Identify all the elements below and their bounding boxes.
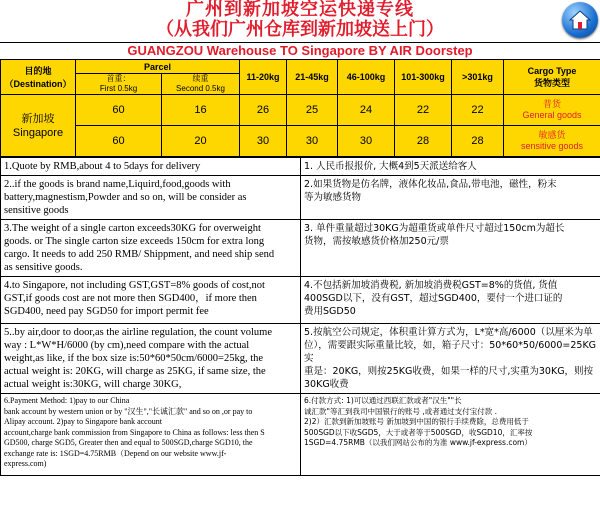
price-cell: 28 xyxy=(452,126,504,157)
note-en xyxy=(1,158,301,176)
first-weight-header xyxy=(76,74,162,95)
page-title: 广州到新加坡空运快递专线 xyxy=(186,0,414,20)
note-line: 2)2）汇款到新加坡账号 新加坡到中国的银行手续费除，总费用低于 xyxy=(304,417,529,426)
rate-table xyxy=(0,59,600,157)
destination-cell xyxy=(1,95,76,157)
cargo-type-general xyxy=(504,95,600,126)
price-cell: 22 xyxy=(395,95,452,126)
note-line: 货物，需按敏感货价格加250元/票 xyxy=(304,236,449,247)
note-zh xyxy=(301,394,600,476)
note-row xyxy=(1,394,600,476)
note-line: cargo. It needs to add 250 RMB/ Shippment, and need ship send xyxy=(4,249,275,260)
range-header-1: 21-45kg xyxy=(287,60,338,95)
price-cell: 30 xyxy=(338,126,395,157)
title-block xyxy=(0,0,600,42)
notes-table xyxy=(0,157,600,476)
home-icon xyxy=(569,9,591,31)
note-line: bank account by western union or by "汉生","长诚汇款" and so on ,or pay to xyxy=(4,406,253,416)
note-row xyxy=(1,220,600,277)
note-line: 2..if the goods is brand name,Liquird,food,goods with xyxy=(4,179,231,190)
second-weight-zh: 续重 xyxy=(192,74,209,83)
note-zh xyxy=(301,277,600,324)
note-line: 1.Quote by RMB,about 4 to 5days for delivery xyxy=(4,161,201,172)
price-cell: 26 xyxy=(240,95,287,126)
note-line: Alipay account. 2)pay to Singapore bank account xyxy=(4,417,162,426)
note-line: 6.付款方式: 1)可以通过西联汇款或者"汉生""长 xyxy=(304,396,462,405)
note-line: exchange rate is: 1SGD=4.75RMB（Depend on our website www.jf- xyxy=(4,448,227,458)
note-line: SGD400, need pay SGD50 for import permit fee xyxy=(4,306,209,317)
note-en xyxy=(1,394,301,476)
range-header-3: 101-300kg xyxy=(395,60,452,95)
price-cell: 28 xyxy=(395,126,452,157)
note-line: actual weight is: 20KG, will charge as 25KG, if same size, the xyxy=(4,366,266,377)
note-row xyxy=(1,324,600,394)
note-line: 费用SGD50 xyxy=(304,306,356,317)
note-line: sensitive goods xyxy=(4,205,69,216)
dest-header-zh: 目的地 xyxy=(24,66,52,76)
price-cell: 60 xyxy=(76,95,162,126)
range-header-2: 46-100kg xyxy=(338,60,395,95)
note-en xyxy=(1,324,301,394)
note-line: 3. 单件重量超过30KG为超重货或单件尺寸超过150cm为超长 xyxy=(304,223,565,234)
destination-en: Singapore xyxy=(12,126,64,139)
note-row xyxy=(1,176,600,220)
note-line: 30KG收费 xyxy=(304,379,349,390)
note-line: 3.The weight of a single carton exceeds30KG for overweight xyxy=(4,223,261,234)
price-cell: 16 xyxy=(162,95,240,126)
note-line: 500SGD以下收SGD5，大于或者等于500SGD，收SGD10，汇率按 xyxy=(304,427,533,437)
note-en xyxy=(1,220,301,277)
note-line: 5..by air,door to door,as the airline regulation, the count volume xyxy=(4,327,273,338)
dest-header-en: （Destination） xyxy=(4,79,72,89)
note-en xyxy=(1,277,301,324)
price-cell: 20 xyxy=(162,126,240,157)
cargo-type-sensitive xyxy=(504,126,600,157)
destination-zh: 新加坡 xyxy=(21,112,55,125)
note-zh xyxy=(301,176,600,220)
note-line: GD500, charge SGD5, Greater then and equal to 500SGD,charge SGD10, the xyxy=(4,438,253,447)
note-row xyxy=(1,158,600,176)
note-line: actual weight is:30KG, will charge 30KG, xyxy=(4,379,182,390)
cargo-zh: 敏感货 xyxy=(538,130,566,140)
cargo-en: sensitive goods xyxy=(520,141,584,151)
cargo-type-header xyxy=(504,60,600,95)
note-line: 等为敏感货物 xyxy=(304,192,362,203)
note-line: weight,as like, if the box size is:50*60*50cm/6000=25kg, the xyxy=(4,353,264,364)
dest-header xyxy=(1,60,76,95)
price-cell: 30 xyxy=(240,126,287,157)
note-line: express.com) xyxy=(4,459,47,468)
note-line: GST,if goods cost are not more then SGD400，if more then xyxy=(4,293,257,304)
second-weight-en: Second 0.5kg xyxy=(176,84,225,93)
note-zh xyxy=(301,158,600,176)
price-cell: 22 xyxy=(452,95,504,126)
parcel-header: Parcel xyxy=(76,60,240,74)
note-zh xyxy=(301,324,600,394)
note-line: 6.Payment Method: 1)pay to our China xyxy=(4,396,130,405)
home-button[interactable] xyxy=(562,2,598,38)
note-zh xyxy=(301,220,600,277)
price-cell: 25 xyxy=(287,95,338,126)
note-line: 1. 人民币报报价, 大概4到5天派送给客人 xyxy=(304,161,477,172)
route-heading: GUANGZOU Warehouse TO Singapore BY AIR Doorstep xyxy=(0,42,600,59)
note-line: account,charge bank commission from Singapore to China as follows: less then S xyxy=(4,427,265,437)
page-subtitle-zh: （从我们广州仓库到新加坡送上门） xyxy=(156,19,444,40)
note-en xyxy=(1,176,301,220)
note-line: 2.如果货物是仿名牌，液体化妆品,食品,带电池，磁性，粉末 xyxy=(304,179,557,190)
first-weight-zh: 首重： xyxy=(106,74,131,83)
note-line: goods. or The single carton size exceeds 150cm for extra long xyxy=(4,236,265,247)
cargo-header-zh: 货物类型 xyxy=(533,77,570,88)
note-line: 4.to Singapore, not including GST,GST=8% goods of cost,not xyxy=(4,280,265,291)
note-line: as sensitive goods. xyxy=(4,262,83,273)
note-line: 4.不包括新加坡消费税, 新加坡消费税GST=8%的货值, 货值 xyxy=(304,280,558,291)
range-header-4: >301kg xyxy=(452,60,504,95)
note-line: 诚汇款"等汇到我司中国银行的账号 ,或者通过支付宝付款 . xyxy=(304,406,497,416)
range-header-0: 11-20kg xyxy=(240,60,287,95)
cargo-en: General goods xyxy=(522,110,582,120)
price-cell: 30 xyxy=(287,126,338,157)
second-weight-header xyxy=(162,74,240,95)
note-row xyxy=(1,277,600,324)
note-line: way : L*W*H/6000 (by cm),need compare with the actual xyxy=(4,340,250,351)
price-cell: 24 xyxy=(338,95,395,126)
note-line: 400SGD以下，没有GST，超过SGD400，要付一个进口证的 xyxy=(304,293,563,304)
cargo-zh: 普货 xyxy=(542,99,561,109)
note-line: 1SGD=4.75RMB（以我们网站公布的为准 www.jf-express.com） xyxy=(304,438,532,447)
first-weight-en: First 0.5kg xyxy=(99,84,138,93)
cargo-header-en: Cargo Type xyxy=(527,65,577,76)
price-cell: 60 xyxy=(76,126,162,157)
note-line: 5.按航空公司规定，体积重计算方式为，L*宽*高/6000（以厘米为单 xyxy=(304,327,593,338)
note-line: 位），需要跟实际重量比较，如，箱子尺寸：50*60*50/6000=25KG实 xyxy=(304,340,597,364)
note-line: battery,magnestism,Powder and so on, will be consider as xyxy=(4,192,247,203)
note-line: 重是：20KG，则按25KG收费，如果一样的尺寸,实重为30KG，则按 xyxy=(304,366,594,377)
